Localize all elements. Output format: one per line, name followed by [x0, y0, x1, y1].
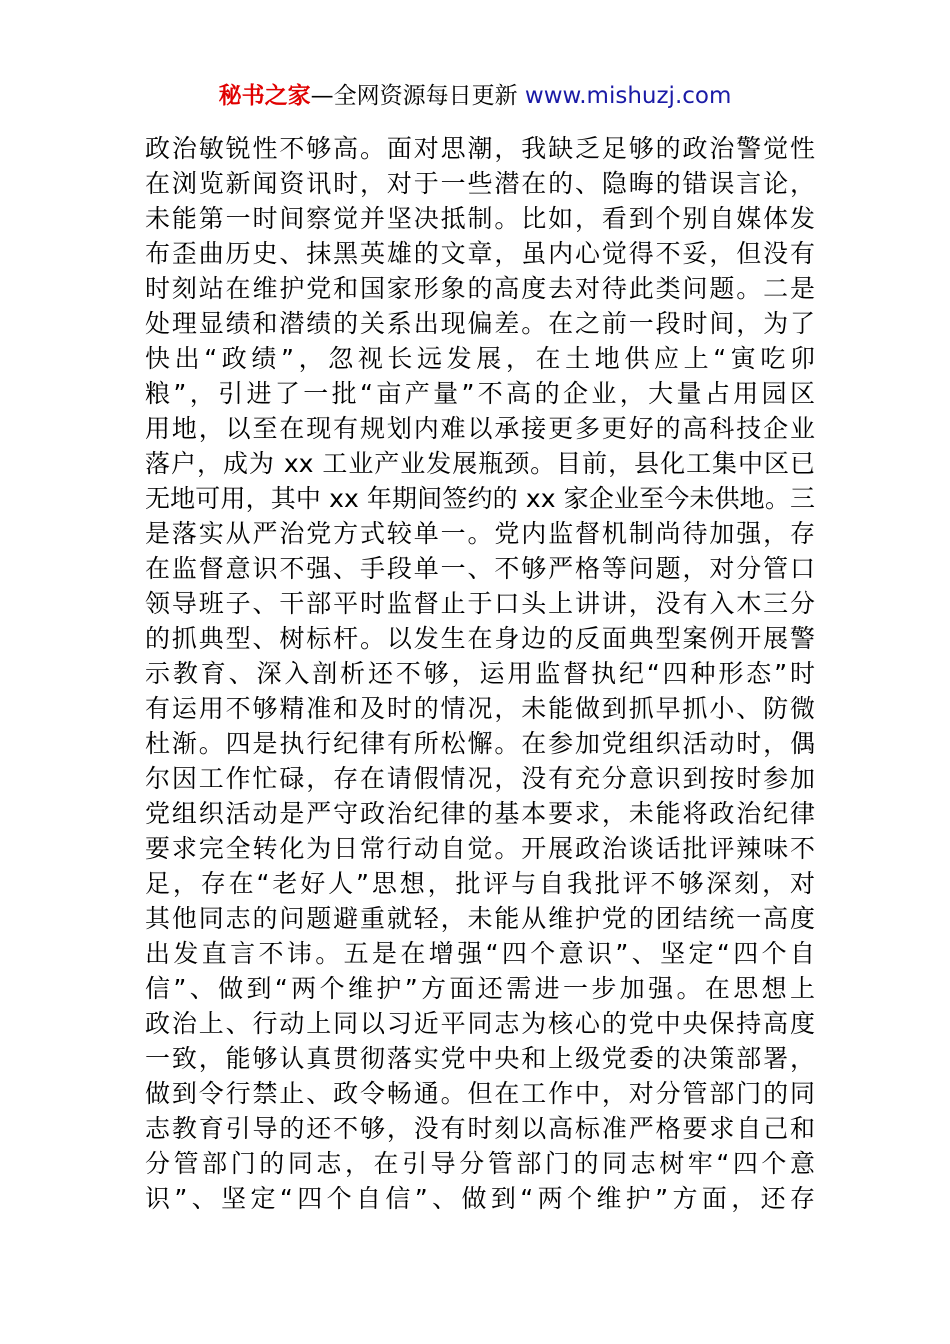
body-line: 的抓典型、树标杆。以发生在身边的反面典型案例开展警 [145, 624, 815, 653]
body-line: 未能第一时间察觉并坚决抵制。比如，看到个别自媒体发 [145, 204, 815, 233]
body-line: 识”、坚定“四个自信”、做到“两个维护”方面，还存 [145, 1184, 815, 1213]
body-line: 分管部门的同志，在引导分管部门的同志树牢“四个意 [145, 1149, 815, 1178]
body-line: 无地可用，其中 xx 年期间签约的 xx 家企业至今未供地。三 [145, 484, 815, 513]
body-line: 在监督意识不强、手段单一、不够严格等问题，对分管口 [145, 554, 815, 583]
body-line: 示教育、深入剖析还不够，运用监督执纪“四种形态”时 [145, 659, 815, 688]
body-line: 信”、做到“两个维护”方面还需进一步加强。在思想上 [145, 974, 815, 1003]
body-line: 要求完全转化为日常行动自觉。开展政治谈话批评辣味不 [145, 834, 815, 863]
body-line: 政治上、行动上同以习近平同志为核心的党中央保持高度 [145, 1009, 815, 1038]
body-line: 领导班子、干部平时监督止于口头上讲讲，没有入木三分 [145, 589, 815, 618]
body-line: 布歪曲历史、抹黑英雄的文章，虽内心觉得不妥，但没有 [145, 239, 815, 268]
page-header [0, 80, 950, 112]
body-line: 粮”，引进了一批“亩产量”不高的企业，大量占用园区 [145, 379, 815, 408]
body-line: 用地，以至在现有规划内难以承接更多更好的高科技企业 [145, 414, 815, 443]
body-line: 志教育引导的还不够，没有时刻以高标准严格要求自己和 [145, 1114, 815, 1143]
body-line: 一致，能够认真贯彻落实党中央和上级党委的决策部署， [145, 1044, 815, 1073]
header-tagline: —全网资源每日更新 [310, 83, 525, 109]
document-body [145, 131, 815, 1216]
body-line: 做到令行禁止、政令畅通。但在工作中，对分管部门的同 [145, 1079, 815, 1108]
body-line: 政治敏锐性不够高。面对思潮，我缺乏足够的政治警觉性 [145, 134, 815, 163]
body-line: 有运用不够精准和及时的情况，未能做到抓早抓小、防微 [145, 694, 815, 723]
body-line: 是落实从严治党方式较单一。党内监督机制尚待加强，存 [145, 519, 815, 548]
body-line: 尔因工作忙碌，存在请假情况，没有充分意识到按时参加 [145, 764, 815, 793]
body-line: 足，存在“老好人”思想，批评与自我批评不够深刻，对 [145, 869, 815, 898]
body-line: 其他同志的问题避重就轻，未能从维护党的团结统一高度 [145, 904, 815, 933]
body-line: 快出“政绩”，忽视长远发展，在土地供应上“寅吃卯 [145, 344, 815, 373]
header-url-link[interactable]: www.mishuzj.com [524, 83, 732, 109]
body-line: 落户，成为 xx 工业产业发展瓶颈。目前，县化工集中区已 [145, 449, 815, 478]
body-line: 出发直言不讳。五是在增强“四个意识”、坚定“四个自 [145, 939, 815, 968]
body-line: 党组织活动是严守政治纪律的基本要求，未能将政治纪律 [145, 799, 815, 828]
body-line: 时刻站在维护党和国家形象的高度去对待此类问题。二是 [145, 274, 815, 303]
body-line: 处理显绩和潜绩的关系出现偏差。在之前一段时间，为了 [145, 309, 815, 338]
body-line: 杜渐。四是执行纪律有所松懈。在参加党组织活动时，偶 [145, 729, 815, 758]
brand-name: 秘书之家 [218, 83, 311, 109]
body-line: 在浏览新闻资讯时，对于一些潜在的、隐晦的错误言论， [145, 169, 815, 198]
